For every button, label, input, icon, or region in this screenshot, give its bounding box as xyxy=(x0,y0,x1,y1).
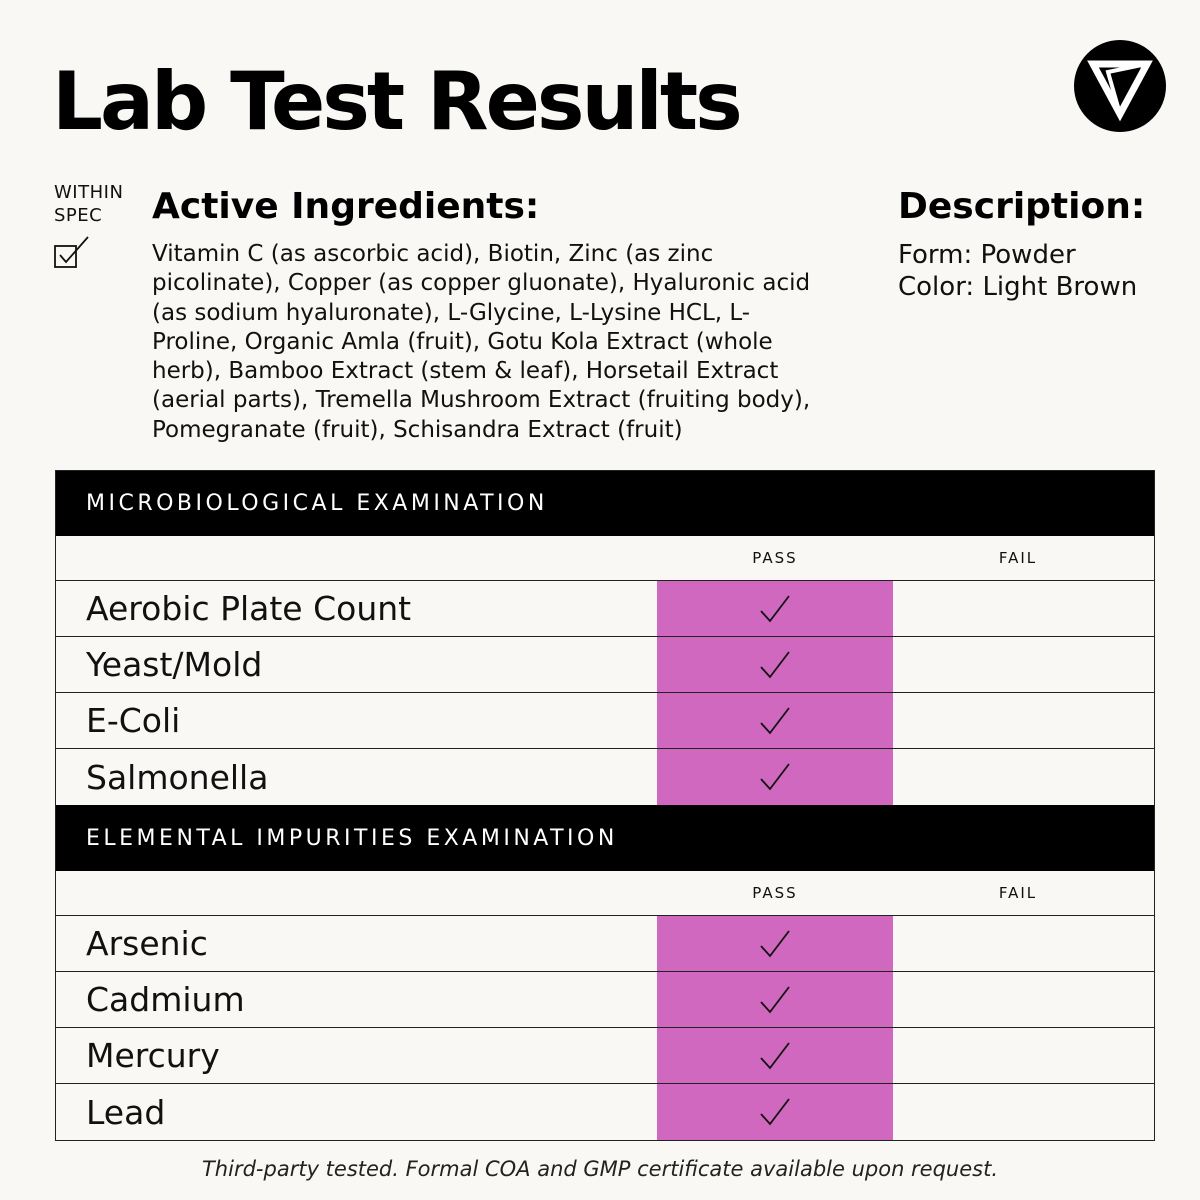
active-ingredients-text: Vitamin C (as ascorbic acid), Biotin, Zinc (as zinc picolinate), Copper (as copper gluonate), Hyaluronic acid (as sodium hyaluronate), L-Glycine, L-Lysine HCL, L-Proline, Organic Amla (fruit), Gotu Kola Extract (whole herb), Bamboo Extract (stem & leaf), Horsetail Extract (aerial parts), Tremella Mushroom Extract (fruiting body), Pomegranate (fruit), Schisandra Extract (fruit) xyxy=(152,241,811,443)
page-title: Lab Test Results xyxy=(52,55,740,148)
row-name: Lead xyxy=(86,1092,166,1132)
table-row xyxy=(56,972,1154,1028)
active-ingredients-heading: Active Ingredients: xyxy=(152,186,540,227)
checkbox-checked-icon xyxy=(54,235,90,269)
table-row xyxy=(56,1084,1154,1140)
section-header-elemental-impurities: ELEMENTAL IMPURITIES EXAMINATION xyxy=(56,805,1154,871)
description-heading: Description: xyxy=(898,186,1146,227)
table-row xyxy=(56,1028,1154,1084)
row-name: Cadmium xyxy=(86,980,245,1019)
table-row xyxy=(56,693,1154,749)
table-row xyxy=(56,916,1154,972)
results-table xyxy=(55,470,1155,1141)
description-form: Form: Powder xyxy=(898,240,1076,270)
brand-logo-icon xyxy=(1074,40,1166,132)
row-name: E-Coli xyxy=(86,701,181,740)
table-row xyxy=(56,637,1154,693)
column-header-fail: FAIL xyxy=(998,549,1038,567)
check-icon xyxy=(759,594,791,624)
row-name: Yeast/Mold xyxy=(86,645,263,684)
row-name: Arsenic xyxy=(86,924,208,963)
column-header-row xyxy=(56,871,1154,916)
check-icon xyxy=(759,762,791,792)
within-spec-label-line1: WITHIN xyxy=(54,182,124,203)
row-name: Salmonella xyxy=(86,757,269,797)
table-row xyxy=(56,749,1154,805)
column-header-pass: PASS xyxy=(752,884,798,902)
row-name: Mercury xyxy=(86,1036,220,1075)
column-header-row xyxy=(56,536,1154,581)
check-icon xyxy=(759,929,791,959)
column-header-pass: PASS xyxy=(752,549,798,567)
check-icon xyxy=(759,706,791,736)
within-spec-label xyxy=(54,181,123,227)
check-icon xyxy=(759,1097,791,1127)
section-header-microbiological: MICROBIOLOGICAL EXAMINATION xyxy=(56,471,1154,536)
footer-note: Third-party tested. Formal COA and GMP certificate available upon request. xyxy=(201,1157,999,1181)
description-color: Color: Light Brown xyxy=(898,272,1138,302)
table-row xyxy=(56,581,1154,637)
within-spec-label-line2: SPEC xyxy=(54,205,103,226)
check-icon xyxy=(759,1041,791,1071)
row-name: Aerobic Plate Count xyxy=(86,589,412,628)
check-icon xyxy=(759,650,791,680)
check-icon xyxy=(759,985,791,1015)
column-header-fail: FAIL xyxy=(998,884,1038,902)
